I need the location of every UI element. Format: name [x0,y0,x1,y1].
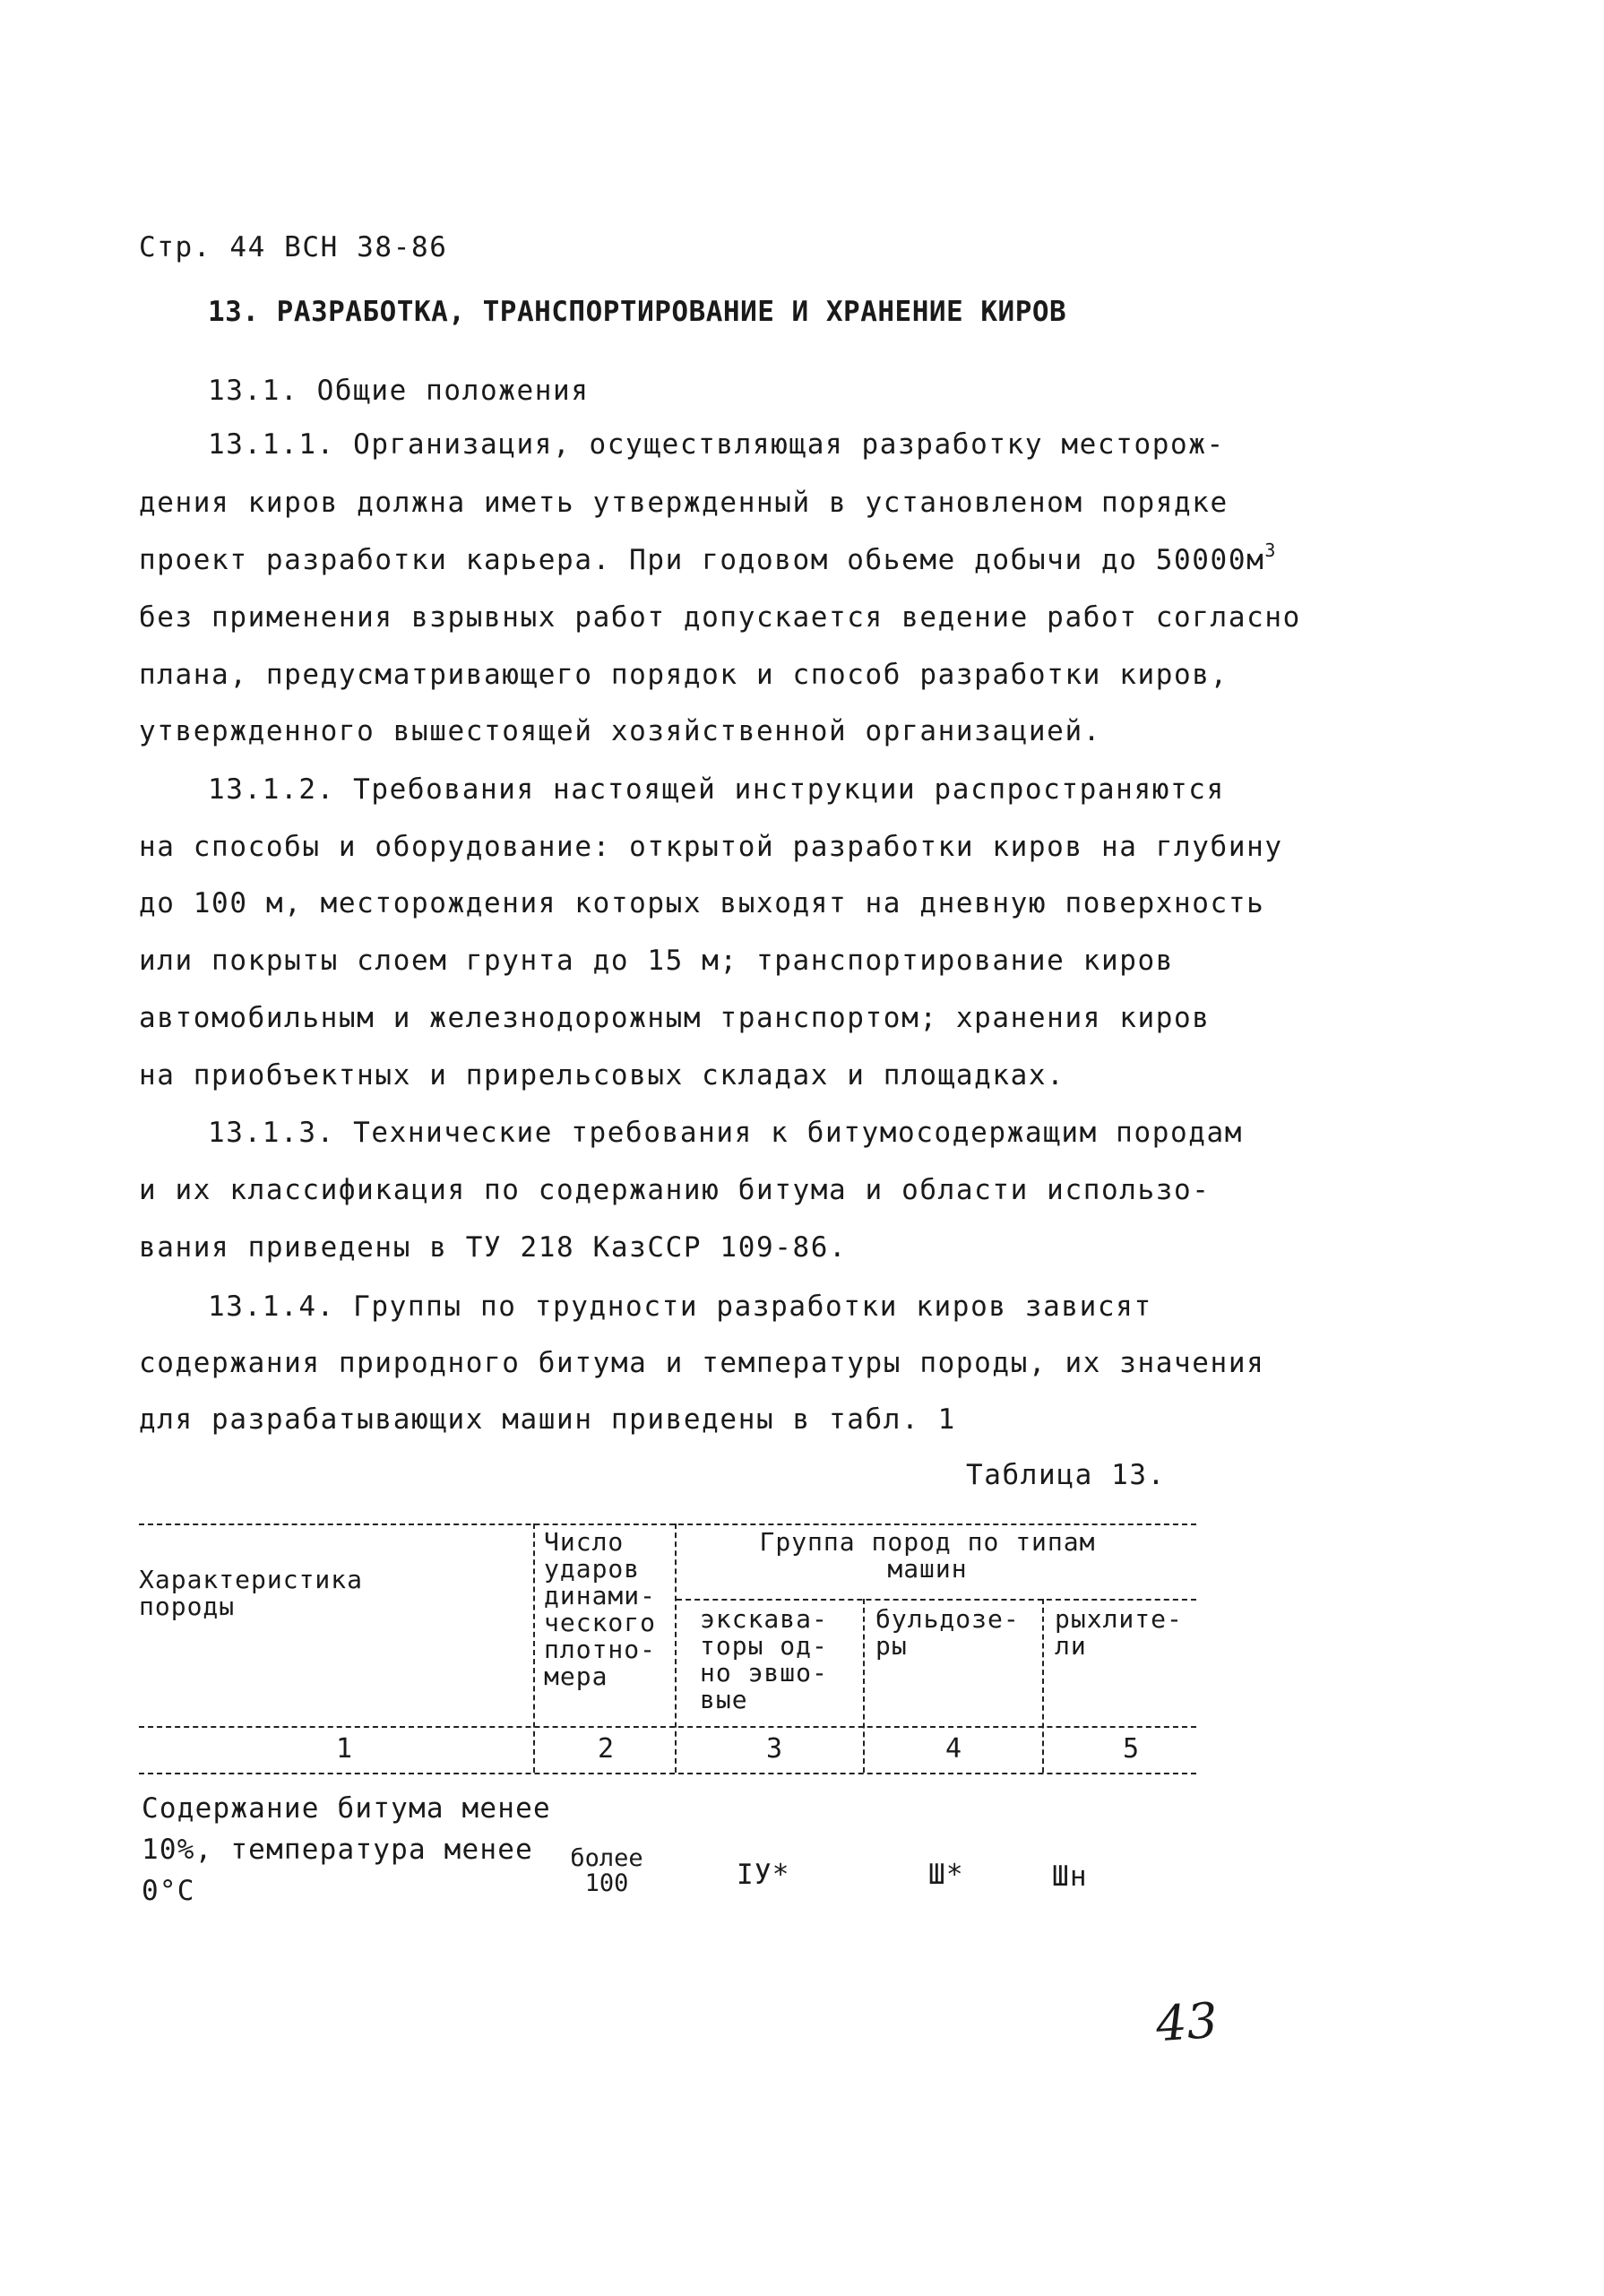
paragraph-line: вания приведены в ТУ 218 КазССР 109-86. [139,1231,848,1264]
subsection-title: 13.1. Общие положения [208,375,590,407]
row-characteristic: 10%, температура менее [142,1834,533,1866]
col-divider [533,1523,535,1773]
paragraph-line: и их классификация по содержанию битума и области использо- [139,1174,1211,1206]
paragraph-line: на способы и оборудование: открытой разработки киров на глубину [139,831,1283,863]
header-bottom-rule [139,1726,1196,1728]
paragraph-line: без применения взрывных работ допускается ведение работ согласно [139,601,1301,634]
col-header-characteristic: Характеристика породы [139,1565,364,1621]
paragraph-line: 13.1.2. Требования настоящей инструкции распространяются [208,773,1225,806]
paragraph-line: для разрабатывающих машин приведены в табл. 1 [139,1403,956,1436]
paragraph-line: дения киров должна иметь утвержденный в установленом порядке [139,487,1229,519]
paragraph-line: до 100 м, месторождения которых выходят на дневную поверхность [139,887,1265,919]
col-number: 5 [1123,1733,1140,1765]
col-header-bulldozers: бульдозе- ры [875,1604,1020,1661]
paragraph-line: на приобъектных и прирельсовых складах и площадках. [139,1059,1065,1092]
col-number: 3 [766,1733,783,1765]
page-header: Стр. 44 ВСН 38-86 [139,231,448,263]
paragraph-line: утвержденного вышестоящей хозяйственной организацией. [139,715,1101,747]
row-blows: более 100 [570,1844,643,1897]
row-excavators: IУ* [737,1859,790,1891]
numbers-bottom-rule [139,1773,1196,1774]
col-number: 4 [945,1733,962,1765]
row-characteristic: Содержание битума менее [142,1792,551,1825]
col-divider [1042,1599,1044,1773]
col-divider [675,1523,677,1773]
col-header-excavators: экскава- торы од- но эвшо- вые [700,1604,828,1714]
paragraph-line: автомобильным и железнодорожным транспортом; хранения киров [139,1002,1211,1034]
row-characteristic: 0°С [142,1875,195,1907]
section-title: 13. РАЗРАБОТКА, ТРАНСПОРТИРОВАНИЕ И ХРАНЕНИЕ КИРОВ [208,296,1067,328]
paragraph-line: или покрыты слоем грунта до 15 м; транспортирование киров [139,945,1175,977]
col-number: 2 [598,1733,615,1765]
table-top-rule [139,1523,1196,1525]
rock-groups-table [139,1513,1196,1791]
handwritten-page-number: 43 [1153,1991,1220,2053]
paragraph-line: проект разработки карьера. При годовом обьеме добычи до $50000м^3$ [139,539,1277,576]
col-number: 1 [336,1733,353,1765]
paragraph-line: 13.1.3. Технические требования к битумосодержащим породам [208,1117,1244,1149]
table-caption: Таблица 13. [966,1459,1166,1491]
paragraph-line: 13.1.4. Группы по трудности разработки киров зависят [208,1290,1152,1323]
row-bulldozers: Ш* [928,1859,964,1891]
row-rippers: Шн [1052,1860,1088,1893]
group-header-rule [677,1599,1196,1601]
col-header-blows: Число ударов динами- ческого плотно- мера [544,1527,657,1691]
superscript: 3 [1264,539,1277,561]
col-divider [863,1599,865,1773]
paragraph-line: плана, предусматривающего порядок и способ разработки киров, [139,659,1229,691]
col-header-group: Группа пород по типам машин [759,1527,1096,1584]
col-header-rippers: рыхлите- ли [1055,1604,1183,1661]
paragraph-line: 13.1.1. Организация, осуществляющая разработку месторож- [208,428,1225,461]
paragraph-line: содержания природного битума и температуры породы, их значения [139,1347,1265,1379]
